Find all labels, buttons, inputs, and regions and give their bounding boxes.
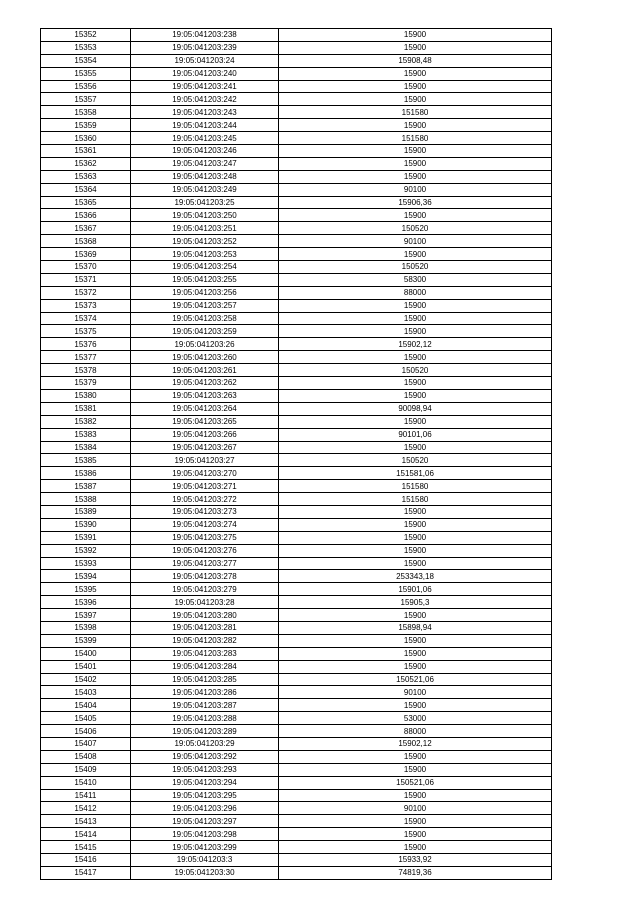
- cadastral-number-cell: 19:05:041203:284: [131, 660, 279, 673]
- row-number-cell: 15403: [41, 686, 131, 699]
- table-row: [41, 67, 552, 80]
- row-number-cell: 15367: [41, 222, 131, 235]
- value-cell: 15905,3: [279, 596, 552, 609]
- row-number-cell: 15363: [41, 170, 131, 183]
- value-cell: 15900: [279, 41, 552, 54]
- value-cell: 74819,36: [279, 866, 552, 879]
- table-row: [41, 505, 552, 518]
- cadastral-number-cell: 19:05:041203:25: [131, 196, 279, 209]
- value-cell: 15900: [279, 544, 552, 557]
- value-cell: 15900: [279, 377, 552, 390]
- table-row: [41, 815, 552, 828]
- value-cell: 90101,06: [279, 428, 552, 441]
- cadastral-number-cell: 19:05:041203:281: [131, 621, 279, 634]
- cadastral-number-cell: 19:05:041203:293: [131, 763, 279, 776]
- row-number-cell: 15389: [41, 505, 131, 518]
- row-number-cell: 15365: [41, 196, 131, 209]
- value-cell: 15900: [279, 557, 552, 570]
- row-number-cell: 15396: [41, 596, 131, 609]
- value-cell: 15900: [279, 699, 552, 712]
- value-cell: 15902,12: [279, 737, 552, 750]
- value-cell: 15900: [279, 415, 552, 428]
- value-cell: 15900: [279, 80, 552, 93]
- row-number-cell: 15386: [41, 467, 131, 480]
- cadastral-number-cell: 19:05:041203:247: [131, 157, 279, 170]
- table-row: [41, 273, 552, 286]
- cadastral-number-cell: 19:05:041203:29: [131, 737, 279, 750]
- row-number-cell: 15383: [41, 428, 131, 441]
- value-cell: 88000: [279, 286, 552, 299]
- table-row: [41, 389, 552, 402]
- table-row: [41, 80, 552, 93]
- cadastral-number-cell: 19:05:041203:279: [131, 583, 279, 596]
- value-cell: 253343,18: [279, 570, 552, 583]
- table-row: [41, 763, 552, 776]
- cadastral-number-cell: 19:05:041203:249: [131, 183, 279, 196]
- row-number-cell: 15358: [41, 106, 131, 119]
- table-row: [41, 299, 552, 312]
- cadastral-number-cell: 19:05:041203:248: [131, 170, 279, 183]
- cadastral-number-cell: 19:05:041203:283: [131, 647, 279, 660]
- table-row: [41, 776, 552, 789]
- table-row: [41, 415, 552, 428]
- value-cell: 151580: [279, 106, 552, 119]
- cadastral-number-cell: 19:05:041203:27: [131, 454, 279, 467]
- cadastral-number-cell: 19:05:041203:253: [131, 248, 279, 261]
- cadastral-number-cell: 19:05:041203:270: [131, 467, 279, 480]
- table-row: [41, 248, 552, 261]
- value-cell: 15900: [279, 505, 552, 518]
- row-number-cell: 15385: [41, 454, 131, 467]
- value-cell: 15900: [279, 841, 552, 854]
- cadastral-number-cell: 19:05:041203:245: [131, 132, 279, 145]
- value-cell: 15900: [279, 647, 552, 660]
- table-row: [41, 312, 552, 325]
- table-row: [41, 828, 552, 841]
- row-number-cell: 15413: [41, 815, 131, 828]
- value-cell: 15900: [279, 750, 552, 763]
- table-row: [41, 428, 552, 441]
- table-row: [41, 261, 552, 274]
- value-cell: 90100: [279, 686, 552, 699]
- table-row: [41, 660, 552, 673]
- row-number-cell: 15355: [41, 67, 131, 80]
- row-number-cell: 15397: [41, 609, 131, 622]
- table-row: [41, 351, 552, 364]
- value-cell: 151581,06: [279, 467, 552, 480]
- row-number-cell: 15411: [41, 789, 131, 802]
- value-cell: 15898,94: [279, 621, 552, 634]
- cadastral-number-cell: 19:05:041203:30: [131, 866, 279, 879]
- table-row: [41, 493, 552, 506]
- row-number-cell: 15417: [41, 866, 131, 879]
- row-number-cell: 15381: [41, 402, 131, 415]
- cadastral-number-cell: 19:05:041203:254: [131, 261, 279, 274]
- cadastral-number-cell: 19:05:041203:287: [131, 699, 279, 712]
- cadastral-number-cell: 19:05:041203:265: [131, 415, 279, 428]
- row-number-cell: 15370: [41, 261, 131, 274]
- cadastral-number-cell: 19:05:041203:273: [131, 505, 279, 518]
- cadastral-number-cell: 19:05:041203:24: [131, 54, 279, 67]
- cadastral-number-cell: 19:05:041203:250: [131, 209, 279, 222]
- value-cell: 90100: [279, 802, 552, 815]
- document-page: [40, 28, 551, 880]
- value-cell: 15900: [279, 763, 552, 776]
- value-cell: 150520: [279, 222, 552, 235]
- row-number-cell: 15395: [41, 583, 131, 596]
- cadastral-number-cell: 19:05:041203:292: [131, 750, 279, 763]
- cadastral-number-cell: 19:05:041203:240: [131, 67, 279, 80]
- value-cell: 88000: [279, 725, 552, 738]
- table-row: [41, 544, 552, 557]
- value-cell: 15900: [279, 351, 552, 364]
- row-number-cell: 15416: [41, 854, 131, 867]
- row-number-cell: 15390: [41, 518, 131, 531]
- cadastral-number-cell: 19:05:041203:28: [131, 596, 279, 609]
- value-cell: 15900: [279, 209, 552, 222]
- row-number-cell: 15393: [41, 557, 131, 570]
- value-cell: 15900: [279, 170, 552, 183]
- table-row: [41, 789, 552, 802]
- cadastral-number-cell: 19:05:041203:241: [131, 80, 279, 93]
- row-number-cell: 15359: [41, 119, 131, 132]
- cadastral-number-cell: 19:05:041203:244: [131, 119, 279, 132]
- value-cell: 150520: [279, 364, 552, 377]
- cadastral-number-cell: 19:05:041203:256: [131, 286, 279, 299]
- cadastral-number-cell: 19:05:041203:26: [131, 338, 279, 351]
- value-cell: 15900: [279, 518, 552, 531]
- row-number-cell: 15378: [41, 364, 131, 377]
- cadastral-number-cell: 19:05:041203:286: [131, 686, 279, 699]
- value-cell: 151580: [279, 493, 552, 506]
- value-cell: 15900: [279, 815, 552, 828]
- row-number-cell: 15387: [41, 480, 131, 493]
- cadastral-number-cell: 19:05:041203:252: [131, 235, 279, 248]
- cadastral-number-cell: 19:05:041203:242: [131, 93, 279, 106]
- table-row: [41, 647, 552, 660]
- cadastral-number-cell: 19:05:041203:259: [131, 325, 279, 338]
- row-number-cell: 15406: [41, 725, 131, 738]
- cadastral-number-cell: 19:05:041203:255: [131, 273, 279, 286]
- table-row: [41, 802, 552, 815]
- value-cell: 15900: [279, 299, 552, 312]
- table-row: [41, 183, 552, 196]
- row-number-cell: 15377: [41, 351, 131, 364]
- table-row: [41, 132, 552, 145]
- cadastral-number-cell: 19:05:041203:261: [131, 364, 279, 377]
- cadastral-number-cell: 19:05:041203:296: [131, 802, 279, 815]
- table-row: [41, 338, 552, 351]
- value-cell: 15900: [279, 531, 552, 544]
- row-number-cell: 15353: [41, 41, 131, 54]
- value-cell: 15933,92: [279, 854, 552, 867]
- table-row: [41, 570, 552, 583]
- table-row: [41, 712, 552, 725]
- cadastral-number-cell: 19:05:041203:294: [131, 776, 279, 789]
- cadastral-number-cell: 19:05:041203:298: [131, 828, 279, 841]
- row-number-cell: 15352: [41, 29, 131, 42]
- row-number-cell: 15356: [41, 80, 131, 93]
- table-row: [41, 106, 552, 119]
- value-cell: 15900: [279, 93, 552, 106]
- table-row: [41, 557, 552, 570]
- value-cell: 15900: [279, 441, 552, 454]
- table-row: [41, 402, 552, 415]
- value-cell: 90100: [279, 183, 552, 196]
- table-row: [41, 145, 552, 158]
- row-number-cell: 15408: [41, 750, 131, 763]
- table-row: [41, 286, 552, 299]
- cadastral-number-cell: 19:05:041203:267: [131, 441, 279, 454]
- table-row: [41, 841, 552, 854]
- row-number-cell: 15375: [41, 325, 131, 338]
- table-row: [41, 441, 552, 454]
- table-row: [41, 583, 552, 596]
- value-cell: 53000: [279, 712, 552, 725]
- cadastral-number-cell: 19:05:041203:289: [131, 725, 279, 738]
- value-cell: 15900: [279, 828, 552, 841]
- value-cell: 15900: [279, 389, 552, 402]
- cadastral-number-cell: 19:05:041203:264: [131, 402, 279, 415]
- table-row: [41, 854, 552, 867]
- cadastral-number-cell: 19:05:041203:258: [131, 312, 279, 325]
- cadastral-number-cell: 19:05:041203:238: [131, 29, 279, 42]
- cadastral-number-cell: 19:05:041203:275: [131, 531, 279, 544]
- row-number-cell: 15414: [41, 828, 131, 841]
- row-number-cell: 15379: [41, 377, 131, 390]
- cadastral-number-cell: 19:05:041203:262: [131, 377, 279, 390]
- row-number-cell: 15402: [41, 673, 131, 686]
- row-number-cell: 15368: [41, 235, 131, 248]
- row-number-cell: 15388: [41, 493, 131, 506]
- table-row: [41, 377, 552, 390]
- row-number-cell: 15409: [41, 763, 131, 776]
- value-cell: 151580: [279, 480, 552, 493]
- table-row: [41, 325, 552, 338]
- row-number-cell: 15380: [41, 389, 131, 402]
- table-row: [41, 209, 552, 222]
- cadastral-number-cell: 19:05:041203:243: [131, 106, 279, 119]
- table-row: [41, 866, 552, 879]
- row-number-cell: 15412: [41, 802, 131, 815]
- table-row: [41, 699, 552, 712]
- cadastral-number-cell: 19:05:041203:271: [131, 480, 279, 493]
- value-cell: 150520: [279, 454, 552, 467]
- cadastral-number-cell: 19:05:041203:257: [131, 299, 279, 312]
- value-cell: 15901,06: [279, 583, 552, 596]
- cadastral-number-cell: 19:05:041203:276: [131, 544, 279, 557]
- value-cell: 15908,48: [279, 54, 552, 67]
- row-number-cell: 15394: [41, 570, 131, 583]
- row-number-cell: 15404: [41, 699, 131, 712]
- row-number-cell: 15398: [41, 621, 131, 634]
- data-table: [40, 28, 552, 880]
- table-row: [41, 518, 552, 531]
- cadastral-number-cell: 19:05:041203:260: [131, 351, 279, 364]
- row-number-cell: 15369: [41, 248, 131, 261]
- value-cell: 15900: [279, 789, 552, 802]
- row-number-cell: 15374: [41, 312, 131, 325]
- table-row: [41, 531, 552, 544]
- cadastral-number-cell: 19:05:041203:266: [131, 428, 279, 441]
- row-number-cell: 15391: [41, 531, 131, 544]
- value-cell: 15900: [279, 325, 552, 338]
- table-row: [41, 596, 552, 609]
- value-cell: 15900: [279, 660, 552, 673]
- row-number-cell: 15371: [41, 273, 131, 286]
- row-number-cell: 15401: [41, 660, 131, 673]
- row-number-cell: 15354: [41, 54, 131, 67]
- row-number-cell: 15407: [41, 737, 131, 750]
- row-number-cell: 15362: [41, 157, 131, 170]
- row-number-cell: 15357: [41, 93, 131, 106]
- row-number-cell: 15384: [41, 441, 131, 454]
- table-row: [41, 235, 552, 248]
- value-cell: 151580: [279, 132, 552, 145]
- table-row: [41, 93, 552, 106]
- value-cell: 150521,06: [279, 673, 552, 686]
- cadastral-number-cell: 19:05:041203:246: [131, 145, 279, 158]
- table-row: [41, 157, 552, 170]
- value-cell: 90098,94: [279, 402, 552, 415]
- cadastral-number-cell: 19:05:041203:282: [131, 634, 279, 647]
- cadastral-number-cell: 19:05:041203:272: [131, 493, 279, 506]
- row-number-cell: 15400: [41, 647, 131, 660]
- table-row: [41, 750, 552, 763]
- table-row: [41, 170, 552, 183]
- table-row: [41, 686, 552, 699]
- cadastral-number-cell: 19:05:041203:263: [131, 389, 279, 402]
- table-row: [41, 634, 552, 647]
- cadastral-number-cell: 19:05:041203:251: [131, 222, 279, 235]
- table-row: [41, 119, 552, 132]
- cadastral-number-cell: 19:05:041203:277: [131, 557, 279, 570]
- row-number-cell: 15382: [41, 415, 131, 428]
- value-cell: 15900: [279, 248, 552, 261]
- table-row: [41, 673, 552, 686]
- value-cell: 15900: [279, 145, 552, 158]
- cadastral-number-cell: 19:05:041203:280: [131, 609, 279, 622]
- row-number-cell: 15366: [41, 209, 131, 222]
- value-cell: 15902,12: [279, 338, 552, 351]
- table-row: [41, 364, 552, 377]
- value-cell: 90100: [279, 235, 552, 248]
- table-row: [41, 737, 552, 750]
- row-number-cell: 15372: [41, 286, 131, 299]
- cadastral-number-cell: 19:05:041203:295: [131, 789, 279, 802]
- cadastral-number-cell: 19:05:041203:285: [131, 673, 279, 686]
- table-row: [41, 196, 552, 209]
- row-number-cell: 15364: [41, 183, 131, 196]
- value-cell: 150521,06: [279, 776, 552, 789]
- value-cell: 15900: [279, 634, 552, 647]
- cadastral-number-cell: 19:05:041203:274: [131, 518, 279, 531]
- table-body: [41, 29, 552, 880]
- table-row: [41, 725, 552, 738]
- value-cell: 58300: [279, 273, 552, 286]
- table-row: [41, 222, 552, 235]
- value-cell: 150520: [279, 261, 552, 274]
- table-row: [41, 29, 552, 42]
- row-number-cell: 15392: [41, 544, 131, 557]
- cadastral-number-cell: 19:05:041203:239: [131, 41, 279, 54]
- row-number-cell: 15405: [41, 712, 131, 725]
- value-cell: 15900: [279, 119, 552, 132]
- row-number-cell: 15415: [41, 841, 131, 854]
- table-row: [41, 454, 552, 467]
- value-cell: 15906,36: [279, 196, 552, 209]
- row-number-cell: 15410: [41, 776, 131, 789]
- table-row: [41, 54, 552, 67]
- table-row: [41, 41, 552, 54]
- row-number-cell: 15360: [41, 132, 131, 145]
- cadastral-number-cell: 19:05:041203:288: [131, 712, 279, 725]
- table-row: [41, 467, 552, 480]
- cadastral-number-cell: 19:05:041203:278: [131, 570, 279, 583]
- value-cell: 15900: [279, 609, 552, 622]
- value-cell: 15900: [279, 312, 552, 325]
- row-number-cell: 15399: [41, 634, 131, 647]
- value-cell: 15900: [279, 157, 552, 170]
- cadastral-number-cell: 19:05:041203:299: [131, 841, 279, 854]
- table-row: [41, 480, 552, 493]
- row-number-cell: 15373: [41, 299, 131, 312]
- table-row: [41, 609, 552, 622]
- value-cell: 15900: [279, 67, 552, 80]
- value-cell: 15900: [279, 29, 552, 42]
- row-number-cell: 15376: [41, 338, 131, 351]
- cadastral-number-cell: 19:05:041203:3: [131, 854, 279, 867]
- table-row: [41, 621, 552, 634]
- cadastral-number-cell: 19:05:041203:297: [131, 815, 279, 828]
- row-number-cell: 15361: [41, 145, 131, 158]
